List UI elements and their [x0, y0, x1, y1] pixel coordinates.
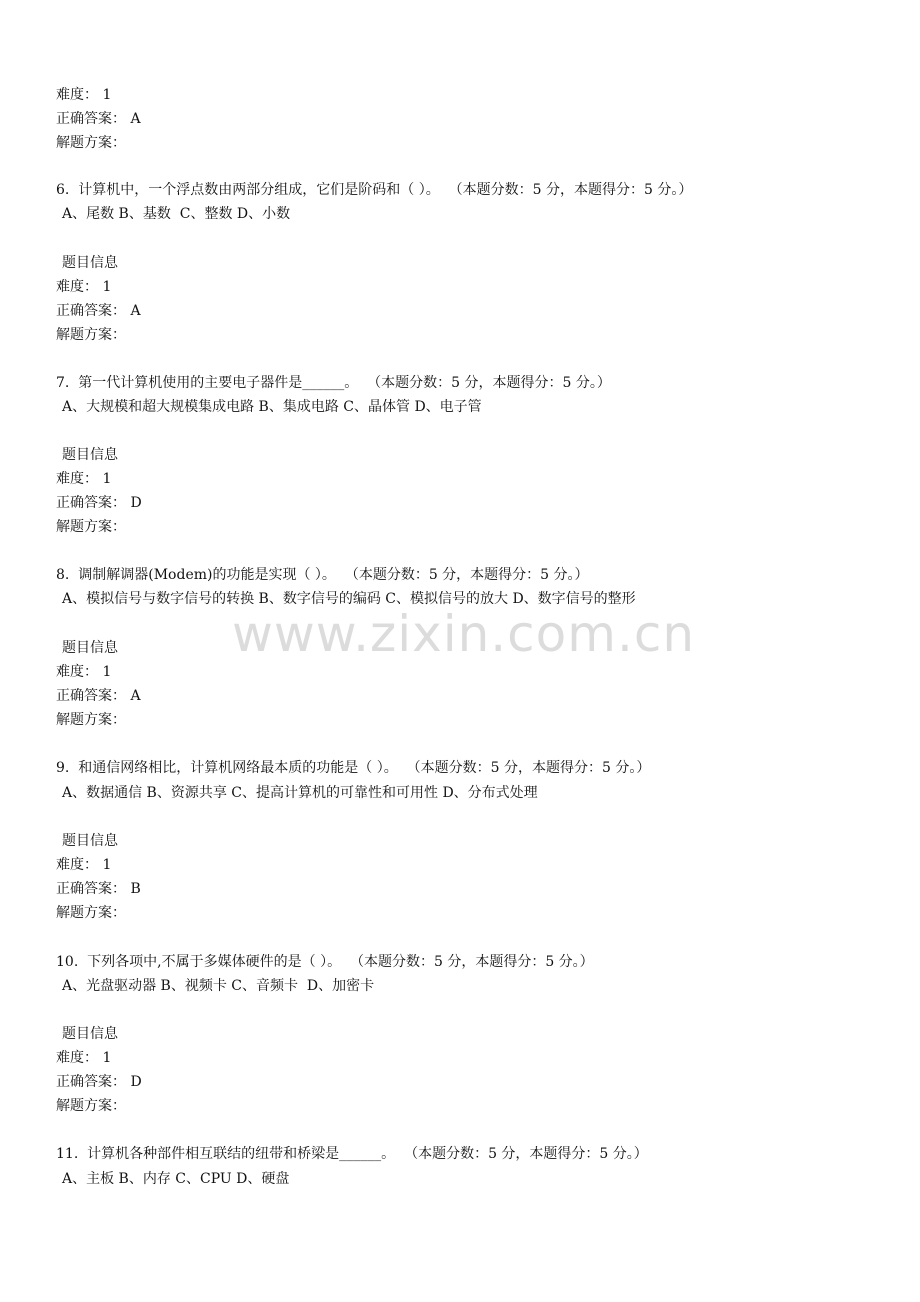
question-10-difficulty: 难度： 1 — [56, 1050, 112, 1066]
question-10-text: 10. 下列各项中,不属于多媒体硬件的是（ ）。 （本题分数：5 分，本题得分：5 分。） — [56, 954, 594, 970]
question-8-answer: 正确答案： A — [56, 688, 141, 704]
question-7-options: A、大规模和超大规模集成电路 B、集成电路 C、晶体管 D、电子管 — [62, 399, 482, 415]
difficulty-line: 难度： 1 — [56, 87, 112, 103]
question-8-difficulty: 难度： 1 — [56, 664, 112, 680]
question-8-options: A、模拟信号与数字信号的转换 B、数字信号的编码 C、模拟信号的放大 D、数字信号的整形 — [62, 591, 636, 607]
question-6-difficulty: 难度： 1 — [56, 279, 112, 295]
watermark: www.zixin.com.cn — [232, 605, 696, 663]
question-7-answer: 正确答案： D — [56, 495, 142, 511]
question-9-answer: 正确答案： B — [56, 881, 141, 897]
question-9-difficulty: 难度： 1 — [56, 857, 112, 873]
question-9-text: 9. 和通信网络相比，计算机网络最本质的功能是（ ）。 （本题分数：5 分，本题得分：5 分。） — [56, 760, 651, 776]
question-10-options: A、光盘驱动器 B、视频卡 C、音频卡 D、加密卡 — [62, 978, 375, 994]
question-6-info-title: 题目信息 — [62, 255, 118, 271]
question-10-info-title: 题目信息 — [62, 1026, 118, 1042]
question-10-solution: 解题方案： — [56, 1098, 126, 1114]
question-9-solution: 解题方案： — [56, 905, 126, 921]
question-6-text: 6. 计算机中，一个浮点数由两部分组成，它们是阶码和（ ）。 （本题分数：5 分，本题得分：5 分。） — [56, 182, 693, 198]
answer-line: 正确答案： A — [56, 111, 141, 127]
question-7-info-title: 题目信息 — [62, 447, 118, 463]
question-11-text: 11. 计算机各种部件相互联结的纽带和桥梁是______。 （本题分数：5 分，本题得分：5 分。） — [56, 1146, 648, 1162]
question-11-options: A、主板 B、内存 C、CPU D、硬盘 — [62, 1171, 290, 1187]
question-7-text: 7. 第一代计算机使用的主要电子器件是______。 （本题分数：5 分，本题得分：5 分。） — [56, 375, 611, 391]
question-7-difficulty: 难度： 1 — [56, 471, 112, 487]
question-8-text: 8. 调制解调器(Modem)的功能是实现（ ）。 （本题分数：5 分，本题得分：5 分。） — [56, 567, 589, 583]
question-9-info-title: 题目信息 — [62, 833, 118, 849]
question-9-options: A、数据通信 B、资源共享 C、提高计算机的可靠性和可用性 D、分布式处理 — [62, 785, 538, 801]
question-10-answer: 正确答案： D — [56, 1074, 142, 1090]
question-8-solution: 解题方案： — [56, 712, 126, 728]
question-6-solution: 解题方案： — [56, 327, 126, 343]
question-6-options: A、尾数 B、基数 C、整数 D、小数 — [62, 206, 291, 222]
question-8-info-title: 题目信息 — [62, 640, 118, 656]
question-6-answer: 正确答案： A — [56, 303, 141, 319]
solution-line: 解题方案： — [56, 135, 126, 151]
question-7-solution: 解题方案： — [56, 519, 126, 535]
